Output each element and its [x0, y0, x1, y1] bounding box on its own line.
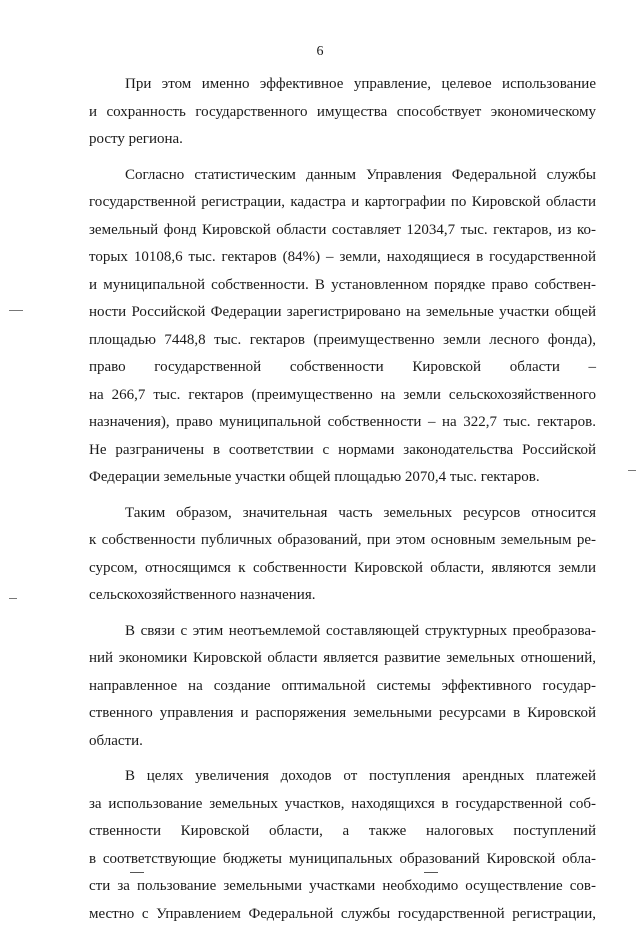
text-line: области. [89, 728, 596, 756]
text-line: к собственности публичных образований, при этом основным земельным ре- [89, 527, 596, 555]
text-line: ний экономики Кировской области является развитие земельных отношений, [89, 645, 596, 673]
text-line: направленное на создание оптимальной системы эффективного государ- [89, 673, 596, 701]
text-line: местно с Управлением Федеральной службы государственной регистрации, [89, 901, 596, 928]
text-line: государственной регистрации, кадастра и картографии по Кировской области [89, 189, 596, 217]
text-line: В связи с этим неотъемлемой составляющей структурных преобразова- [89, 618, 596, 646]
text-line: В целях увеличения доходов от поступления арендных платежей [89, 763, 596, 791]
text-line: росту региона. [89, 126, 596, 154]
text-line: Не разграничены в соответствии с нормами законодательства Российской [89, 437, 596, 465]
text-line: сельскохозяйственного назначения. [89, 582, 596, 610]
text-line: ственности Кировской области, а также налоговых поступлений [89, 818, 596, 846]
footer-mark [424, 872, 438, 873]
margin-mark [9, 310, 23, 311]
page-number: 6 [0, 44, 640, 60]
text-line: за использование земельных участков, находящихся в государственной соб- [89, 791, 596, 819]
text-line: Таким образом, значительная часть земельных ресурсов относится [89, 500, 596, 528]
text-line: земельный фонд Кировской области составляет 12034,7 тыс. гектаров, из ко- [89, 217, 596, 245]
text-line: Федерации земельные участки общей площадью 2070,4 тыс. гектаров. [89, 464, 596, 492]
text-line: торых 10108,6 тыс. гектаров (84%) – земли, находящиеся в государственной [89, 244, 596, 272]
text-line: площадью 7448,8 тыс. гектаров (преимущественно земли лесного фонда), [89, 327, 596, 355]
text-line: Согласно статистическим данным Управления Федеральной службы [89, 162, 596, 190]
text-line: При этом именно эффективное управление, целевое использование [89, 71, 596, 99]
footer-mark [130, 872, 144, 873]
text-line: на 266,7 тыс. гектаров (преимущественно на земли сельскохозяйственного [89, 382, 596, 410]
text-line: право государственной собственности Кировской области – [89, 354, 596, 382]
body-text [89, 71, 596, 928]
margin-mark [9, 598, 17, 599]
text-line: сурсом, относящимся к собственности Кировской области, являются земли [89, 555, 596, 583]
text-line: и муниципальной собственности. В установленном порядке право собствен- [89, 272, 596, 300]
text-line: сти за пользование земельными участками необходимо осуществление сов- [89, 873, 596, 901]
text-line: ственного управления и распоряжения земельными ресурсами в Кировской [89, 700, 596, 728]
margin-mark [628, 470, 636, 471]
text-line: и сохранность государственного имущества способствует экономическому [89, 99, 596, 127]
text-line: назначения), право муниципальной собственности – на 322,7 тыс. гектаров. [89, 409, 596, 437]
text-line: ности Российской Федерации зарегистрировано на земельные участки общей [89, 299, 596, 327]
text-line: в соответствующие бюджеты муниципальных образований Кировской обла- [89, 846, 596, 874]
